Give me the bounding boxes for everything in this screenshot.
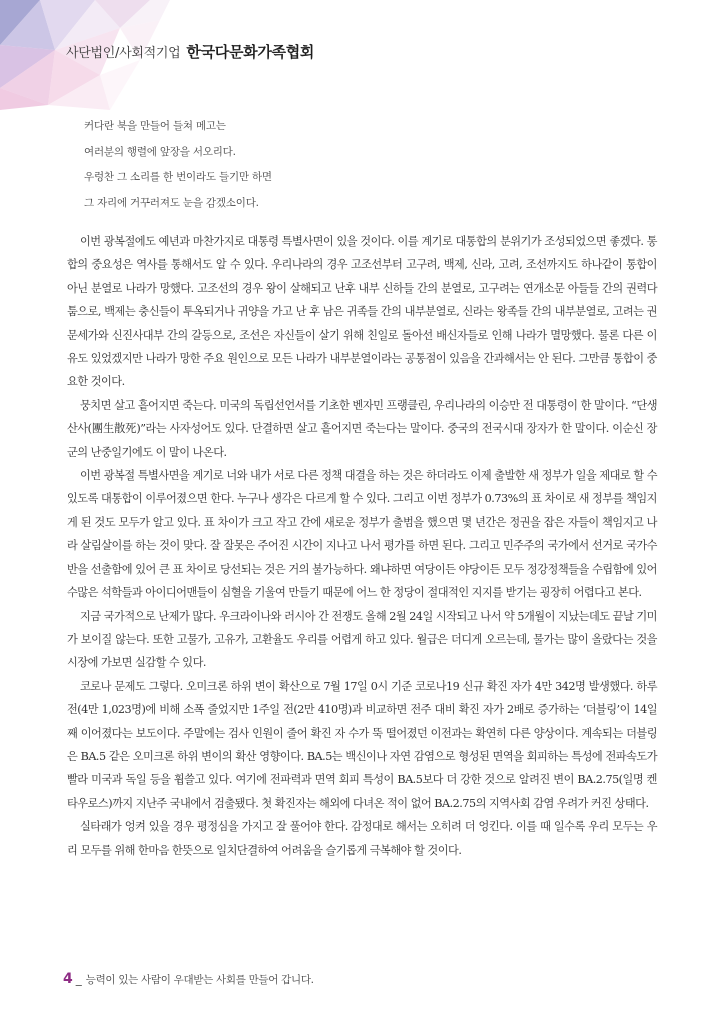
page-number: 4 <box>63 971 73 987</box>
footer-slogan: 능력이 있는 사람이 우대받는 사회를 만들어 갑니다. <box>85 974 314 986</box>
paragraph-amnesty-unity: 이번 광복절에도 예년과 마찬가지로 대통령 특별사면이 있을 것이다. 이를 계기로 대통합의 분위기가 조성되었으면 좋겠다. 통합의 중요성은 역사를 통해서도 알 수 있다. 우리나라의 경우 고조선부터 고구려, 백제, 신라, 고려, 조선까지도 하나같이 통합이 아닌 분열로 나라가 망했다. 고조선의 경우 왕이 살해되고 난후 내부 신하들 간의 분열로, 고구려는 연개소문 아들들 간의 권력다툼으로, 백제는 충신들이 투옥되거나 귀양을 가고 난 후 남은 귀족들 간의 내부분열로, 신라는 왕족들 간의 내부분열로, 고려는 권문세가와 신진사대부 간의 갈등으로, 조선은 자신들이 살기 위해 친일로 돌아선 배신자들로 인해 나라가 멸망했다. 물론 다른 이유도 있었겠지만 나라가 망한 주요 원인으로 모든 나라가 내부분열이라는 공통점이 있음을 간과해서는 안 된다. 그만큼 통합이 중요한 것이다. <box>67 235 657 389</box>
poem-line: 그 자리에 거꾸러져도 눈을 감겠소이다. <box>84 196 259 209</box>
paragraph-conclusion: 실타래가 엉켜 있을 경우 평정심을 가지고 잘 풀어야 한다. 감정대로 해서는 오히려 더 엉킨다. 이를 때 일수록 우리 모두는 우리 모두를 위해 한마음 한뜻으로 일치단결하여 어려움을 슬기롭게 극복해야 할 것이다. <box>67 820 657 857</box>
paragraph-new-government: 이번 광복절 특별사면을 계기로 너와 내가 서로 다른 정책 대결을 하는 것은 하더라도 이제 출발한 새 정부가 일을 제대로 할 수 있도록 대통합이 이루어졌으면 한다. 누구나 생각은 다르게 할 수 있다. 그리고 이번 정부가 0.73%의 표 차이로 새 정부를 책임지게 된 것도 모두가 알고 있다. 표 차이가 크고 작고 간에 새로운 정부가 출범을 했으면 몇 년간은 정권을 잡은 자들이 책임지고 나라 살림살이를 하는 것이 맞다. 잘 잘못은 주어진 시간이 지나고 나서 평가를 하면 된다. 그리고 민주주의 국가에서 선거로 국가수반을 선출함에 있어 큰 표 차이로 당선되는 것은 거의 불가능하다. 왜냐하면 여당이든 야당이든 모두 정강정책들을 수립함에 있어 수많은 석학들과 아이디어맨들이 심혈을 기울여 만들기 때문에 어느 한 정당이 절대적인 지지를 받기는 굉장히 어렵다고 본다. <box>67 469 657 600</box>
poem-line: 우렁찬 그 소리를 한 번이라도 들기만 하면 <box>84 171 272 183</box>
poem-quote <box>84 114 644 216</box>
paragraph-covid: 코로나 문제도 그렇다. 오미크론 하위 변이 확산으로 7월 17일 0시 기준 코로나19 신규 확진 자가 4만 342명 발생했다. 하루 전(4만 1,023명)에 비해 소폭 줄었지만 1주일 전(2만 410명)과 비교하면 전주 대비 확진 자가 2배로 증가하는 ‘더블링’이 14일째 이어졌다는 보도이다. 주말에는 검사 인원이 줄어 확진 자 수가 뚝 떨어졌던 이전과는 확연히 다른 양상이다. 계속되는 더블링은 BA.5 같은 오미크론 하위 변이의 확산 영향이다. BA.5는 백신이나 자연 감염으로 형성된 면역을 회피하는 특성에 전파속도가 빨라 미국과 독일 등을 휩쓸고 있다. 여기에 전파력과 면역 회피 특성이 BA.5보다 더 강한 것으로 알려진 변이 BA.2.75(일명 켄타우로스)까지 지난주 국내에서 검출됐다. 첫 확진자는 해외에 다녀온 적이 없어 BA.2.75의 지역사회 감염 우려가 커진 상태다. <box>67 679 657 810</box>
footer-separator: _ <box>75 972 82 986</box>
organization-name: 한국다문화가족협회 <box>186 43 315 61</box>
page-footer <box>63 968 314 987</box>
organization-prefix: 사단법인/사회적기업 <box>66 46 181 61</box>
paragraph-national-challenges: 지금 국가적으로 난제가 많다. 우크라이나와 러시아 간 전쟁도 올해 2월 24일 시작되고 나서 약 5개월이 지났는데도 끝날 기미가 보이질 않는다. 또한 고물가, 고유가, 고환율도 우리를 어렵게 하고 있다. 월급은 더디게 오르는데, 물가는 많이 올랐다는 것을 시장에 가보면 실감할 수 있다. <box>67 609 657 670</box>
article-body <box>67 230 657 862</box>
paragraph-united-we-stand: 뭉치면 살고 흩어지면 죽는다. 미국의 독립선언서를 기초한 벤자민 프랭클린, 우리나라의 이승만 전 대통령이 한 말이다. “단생산사(團生散死)”라는 사자성어도 있다. 단결하면 살고 흩어지면 죽는다는 말이다. 중국의 전국시대 장자가 한 말이다. 이순신 장군의 난중일기에도 이 말이 나온다. <box>67 398 657 459</box>
poem-line: 여러분의 행렬에 앞장을 서오리다. <box>84 145 236 158</box>
poem-line: 커다란 북을 만들어 들쳐 메고는 <box>84 120 226 132</box>
organization-header <box>66 41 314 62</box>
